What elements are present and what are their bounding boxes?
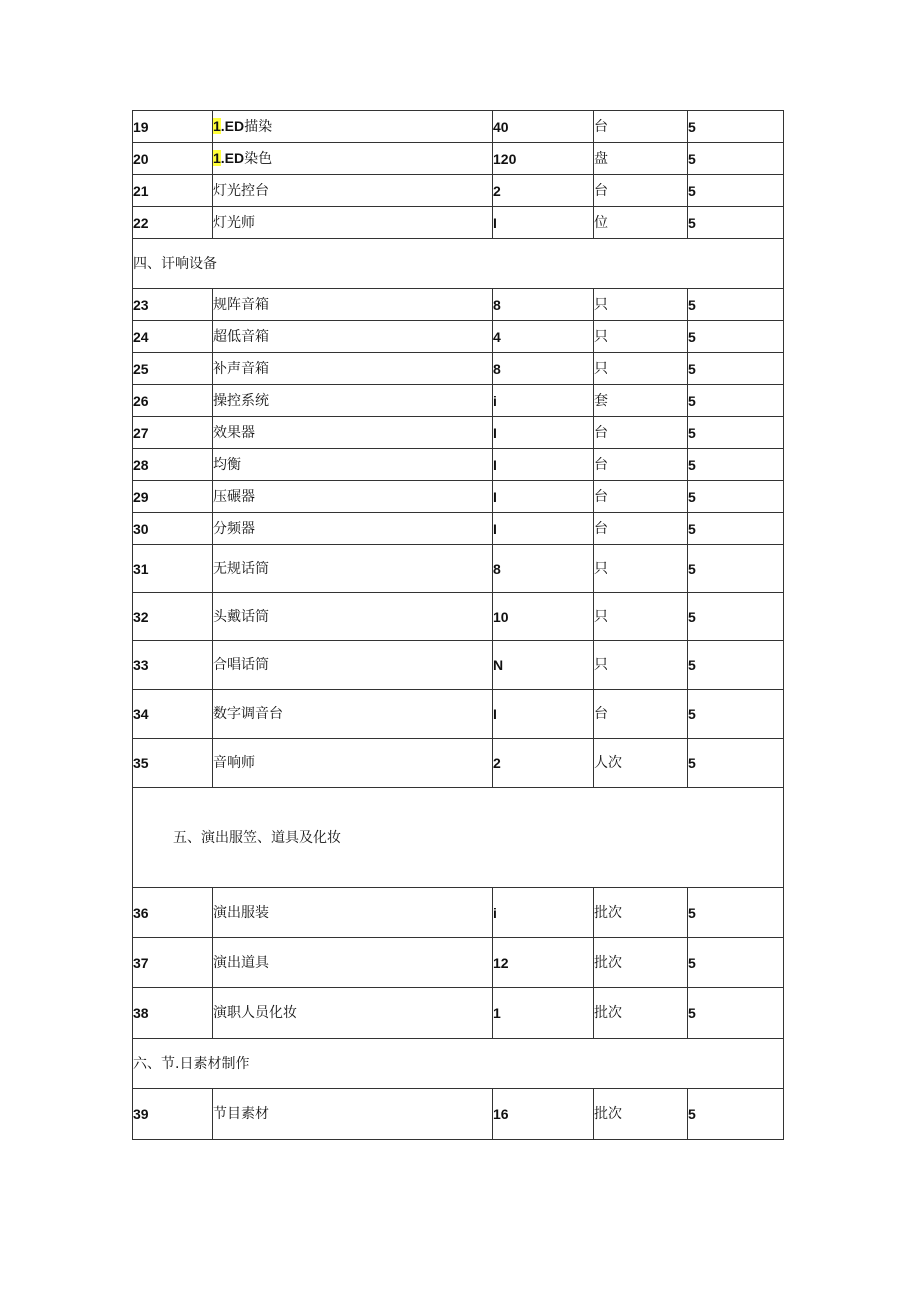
item-quantity: 12 bbox=[493, 938, 594, 988]
item-quantity: I bbox=[493, 481, 594, 513]
item-rate: 5 bbox=[688, 207, 784, 239]
row-number: 37 bbox=[133, 938, 213, 988]
table-row bbox=[133, 207, 784, 239]
item-rate: 5 bbox=[688, 143, 784, 175]
item-unit: 只 bbox=[594, 593, 688, 641]
item-unit: 批次 bbox=[594, 938, 688, 988]
item-rate: 5 bbox=[688, 417, 784, 449]
table-row bbox=[133, 417, 784, 449]
item-unit: 只 bbox=[594, 641, 688, 690]
item-name: 灯光师 bbox=[213, 207, 493, 239]
item-rate: 5 bbox=[688, 1089, 784, 1140]
item-quantity: 8 bbox=[493, 289, 594, 321]
item-quantity: 8 bbox=[493, 353, 594, 385]
section-row bbox=[133, 239, 784, 289]
item-name: 数字调音台 bbox=[213, 690, 493, 739]
item-unit: 台 bbox=[594, 175, 688, 207]
item-unit: 台 bbox=[594, 417, 688, 449]
item-unit: 台 bbox=[594, 481, 688, 513]
item-unit: 台 bbox=[594, 449, 688, 481]
item-quantity: 2 bbox=[493, 175, 594, 207]
item-name: 演职人员化妆 bbox=[213, 988, 493, 1039]
section-title: 五、演出服笠、道具及化妆 bbox=[133, 788, 784, 888]
item-unit: 台 bbox=[594, 111, 688, 143]
item-quantity: 1 bbox=[493, 988, 594, 1039]
item-name: 无规话筒 bbox=[213, 545, 493, 593]
item-rate: 5 bbox=[688, 888, 784, 938]
item-name-text: 描染 bbox=[244, 119, 273, 135]
item-quantity: I bbox=[493, 207, 594, 239]
item-quantity: N bbox=[493, 641, 594, 690]
item-name: 演出服装 bbox=[213, 888, 493, 938]
row-number: 36 bbox=[133, 888, 213, 938]
item-quantity: I bbox=[493, 690, 594, 739]
equipment-table bbox=[132, 110, 784, 1140]
table-row bbox=[133, 888, 784, 938]
row-number: 27 bbox=[133, 417, 213, 449]
row-number: 35 bbox=[133, 739, 213, 788]
led-prefix: .ED bbox=[220, 150, 245, 166]
row-number: 28 bbox=[133, 449, 213, 481]
section-row bbox=[133, 1039, 784, 1089]
item-rate: 5 bbox=[688, 353, 784, 385]
item-unit: 盘 bbox=[594, 143, 688, 175]
table-row bbox=[133, 988, 784, 1039]
table-row bbox=[133, 385, 784, 417]
item-rate: 5 bbox=[688, 111, 784, 143]
led-prefix-highlight: 1 bbox=[213, 150, 221, 166]
item-name: 演出道具 bbox=[213, 938, 493, 988]
item-quantity: I bbox=[493, 513, 594, 545]
row-number: 25 bbox=[133, 353, 213, 385]
item-name: 均衡 bbox=[213, 449, 493, 481]
table-row bbox=[133, 641, 784, 690]
item-quantity: 120 bbox=[493, 143, 594, 175]
row-number: 23 bbox=[133, 289, 213, 321]
row-number: 21 bbox=[133, 175, 213, 207]
item-rate: 5 bbox=[688, 513, 784, 545]
item-name: 操控系统 bbox=[213, 385, 493, 417]
table-row bbox=[133, 545, 784, 593]
section-row bbox=[133, 788, 784, 888]
row-number: 39 bbox=[133, 1089, 213, 1140]
item-name bbox=[213, 143, 493, 175]
item-name: 效果器 bbox=[213, 417, 493, 449]
item-rate: 5 bbox=[688, 641, 784, 690]
item-rate: 5 bbox=[688, 593, 784, 641]
row-number: 20 bbox=[133, 143, 213, 175]
item-quantity: 8 bbox=[493, 545, 594, 593]
table-row bbox=[133, 938, 784, 988]
row-number: 29 bbox=[133, 481, 213, 513]
item-unit: 只 bbox=[594, 353, 688, 385]
led-prefix-highlight: 1 bbox=[213, 118, 221, 134]
table-row bbox=[133, 481, 784, 513]
item-quantity: I bbox=[493, 449, 594, 481]
item-name: 压碾器 bbox=[213, 481, 493, 513]
item-name: 补声音箱 bbox=[213, 353, 493, 385]
item-quantity: i bbox=[493, 385, 594, 417]
row-number: 22 bbox=[133, 207, 213, 239]
led-prefix: .ED bbox=[220, 118, 245, 134]
item-quantity: i bbox=[493, 888, 594, 938]
item-unit: 批次 bbox=[594, 888, 688, 938]
item-unit: 只 bbox=[594, 545, 688, 593]
item-name: 规阵音箱 bbox=[213, 289, 493, 321]
row-number: 30 bbox=[133, 513, 213, 545]
table-row bbox=[133, 449, 784, 481]
row-number: 32 bbox=[133, 593, 213, 641]
item-quantity: 10 bbox=[493, 593, 594, 641]
item-unit: 只 bbox=[594, 321, 688, 353]
item-unit: 批次 bbox=[594, 1089, 688, 1140]
item-unit: 台 bbox=[594, 690, 688, 739]
item-quantity: 2 bbox=[493, 739, 594, 788]
table-row bbox=[133, 690, 784, 739]
table-row bbox=[133, 1089, 784, 1140]
item-rate: 5 bbox=[688, 175, 784, 207]
item-name: 音响师 bbox=[213, 739, 493, 788]
item-rate: 5 bbox=[688, 690, 784, 739]
row-number: 24 bbox=[133, 321, 213, 353]
item-name: 灯光控台 bbox=[213, 175, 493, 207]
table-row bbox=[133, 143, 784, 175]
item-unit: 批次 bbox=[594, 988, 688, 1039]
item-unit: 人次 bbox=[594, 739, 688, 788]
item-name: 合唱话筒 bbox=[213, 641, 493, 690]
table-row bbox=[133, 353, 784, 385]
table-row bbox=[133, 111, 784, 143]
item-name-text: 染色 bbox=[244, 151, 273, 167]
item-rate: 5 bbox=[688, 481, 784, 513]
row-number: 19 bbox=[133, 111, 213, 143]
item-name: 分频器 bbox=[213, 513, 493, 545]
item-name: 节目素材 bbox=[213, 1089, 493, 1140]
item-rate: 5 bbox=[688, 739, 784, 788]
row-number: 33 bbox=[133, 641, 213, 690]
item-quantity: 40 bbox=[493, 111, 594, 143]
item-quantity: 16 bbox=[493, 1089, 594, 1140]
item-rate: 5 bbox=[688, 289, 784, 321]
item-rate: 5 bbox=[688, 545, 784, 593]
item-unit: 位 bbox=[594, 207, 688, 239]
table-row bbox=[133, 289, 784, 321]
section-title: 四、讦响设备 bbox=[133, 239, 784, 289]
table-row bbox=[133, 321, 784, 353]
table-row bbox=[133, 175, 784, 207]
row-number: 26 bbox=[133, 385, 213, 417]
table-row bbox=[133, 513, 784, 545]
item-quantity: 4 bbox=[493, 321, 594, 353]
item-rate: 5 bbox=[688, 938, 784, 988]
item-rate: 5 bbox=[688, 988, 784, 1039]
row-number: 38 bbox=[133, 988, 213, 1039]
item-name bbox=[213, 111, 493, 143]
row-number: 34 bbox=[133, 690, 213, 739]
item-quantity: I bbox=[493, 417, 594, 449]
section-title: 六、节.日素材制作 bbox=[133, 1039, 784, 1089]
table-row bbox=[133, 739, 784, 788]
item-name: 超低音箱 bbox=[213, 321, 493, 353]
item-unit: 套 bbox=[594, 385, 688, 417]
row-number: 31 bbox=[133, 545, 213, 593]
table-row bbox=[133, 593, 784, 641]
item-unit: 只 bbox=[594, 289, 688, 321]
item-rate: 5 bbox=[688, 385, 784, 417]
item-unit: 台 bbox=[594, 513, 688, 545]
item-rate: 5 bbox=[688, 321, 784, 353]
item-rate: 5 bbox=[688, 449, 784, 481]
item-name: 头戴话筒 bbox=[213, 593, 493, 641]
